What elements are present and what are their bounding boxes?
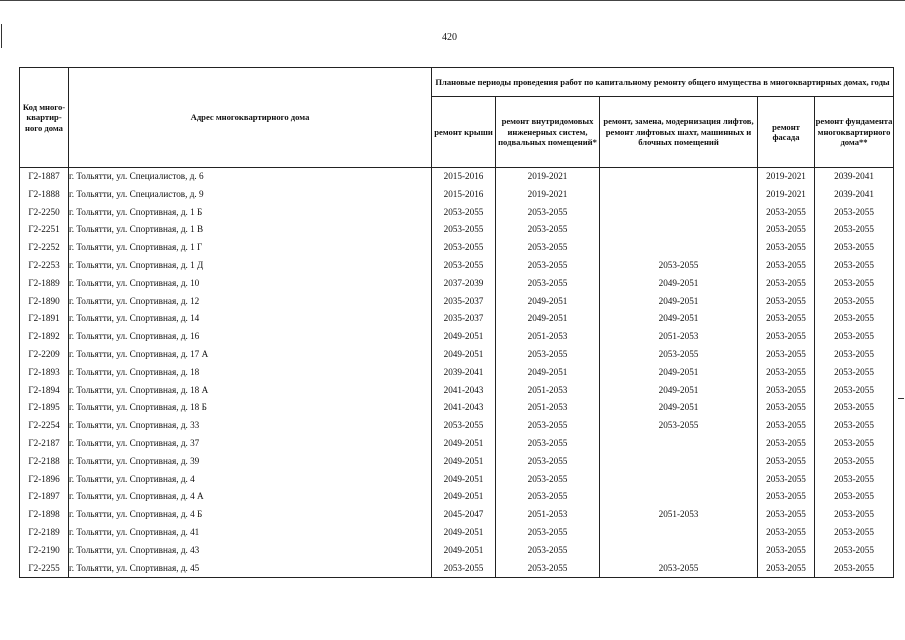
cell-address: г. Тольятти, ул. Спортивная, д. 18 [69, 364, 432, 382]
cell-code: Г2-1892 [20, 328, 69, 346]
cell-facade: 2053-2055 [758, 524, 815, 542]
cell-roof: 2049-2051 [432, 453, 496, 471]
cell-roof: 2049-2051 [432, 488, 496, 506]
cell-elevators [600, 221, 758, 239]
cell-roof: 2053-2055 [432, 221, 496, 239]
cell-roof: 2039-2041 [432, 364, 496, 382]
cell-roof: 2049-2051 [432, 471, 496, 489]
cell-foundation: 2053-2055 [815, 328, 894, 346]
cell-elevators [600, 453, 758, 471]
cell-roof: 2049-2051 [432, 524, 496, 542]
cell-address: г. Тольятти, ул. Спортивная, д. 1 Г [69, 239, 432, 257]
cell-elevators [600, 204, 758, 222]
cell-systems: 2051-2053 [496, 328, 600, 346]
cell-foundation: 2053-2055 [815, 204, 894, 222]
table-row [20, 399, 894, 417]
cell-address: г. Тольятти, ул. Спортивная, д. 18 Б [69, 399, 432, 417]
cell-roof: 2053-2055 [432, 560, 496, 578]
cell-foundation: 2053-2055 [815, 239, 894, 257]
cell-code: Г2-1897 [20, 488, 69, 506]
table-row [20, 453, 894, 471]
cell-elevators: 2053-2055 [600, 417, 758, 435]
cell-systems: 2053-2055 [496, 542, 600, 560]
cell-facade: 2053-2055 [758, 471, 815, 489]
cell-roof: 2037-2039 [432, 275, 496, 293]
cell-address: г. Тольятти, ул. Спортивная, д. 4 [69, 471, 432, 489]
cell-facade: 2053-2055 [758, 453, 815, 471]
cell-systems: 2049-2051 [496, 293, 600, 311]
cell-facade: 2019-2021 [758, 168, 815, 186]
cell-elevators [600, 542, 758, 560]
cell-facade: 2053-2055 [758, 221, 815, 239]
cell-foundation: 2053-2055 [815, 293, 894, 311]
table-row [20, 346, 894, 364]
cell-address: г. Тольятти, ул. Спортивная, д. 43 [69, 542, 432, 560]
cell-roof: 2015-2016 [432, 186, 496, 204]
cell-roof: 2035-2037 [432, 293, 496, 311]
table-row [20, 435, 894, 453]
cell-address: г. Тольятти, ул. Спортивная, д. 1 Д [69, 257, 432, 275]
cell-address: г. Тольятти, ул. Спортивная, д. 14 [69, 310, 432, 328]
cell-code: Г2-1896 [20, 471, 69, 489]
cell-foundation: 2053-2055 [815, 506, 894, 524]
cell-elevators: 2049-2051 [600, 275, 758, 293]
cell-code: Г2-1893 [20, 364, 69, 382]
cell-elevators: 2053-2055 [600, 346, 758, 364]
header-code: Код много-квартир-ного дома [20, 68, 69, 168]
cell-address: г. Тольятти, ул. Спортивная, д. 37 [69, 435, 432, 453]
cell-roof: 2045-2047 [432, 506, 496, 524]
cell-facade: 2053-2055 [758, 560, 815, 578]
cell-address: г. Тольятти, ул. Спортивная, д. 12 [69, 293, 432, 311]
cell-roof: 2049-2051 [432, 435, 496, 453]
table-row [20, 293, 894, 311]
cell-foundation: 2053-2055 [815, 417, 894, 435]
cell-elevators: 2053-2055 [600, 560, 758, 578]
header-systems: ремонт внутридомовых инженерных систем, подвальных помещений* [496, 97, 600, 168]
table-row [20, 417, 894, 435]
cell-foundation: 2053-2055 [815, 542, 894, 560]
cell-elevators [600, 435, 758, 453]
header-periods-group: Плановые периоды проведения работ по капитальному ремонту общего имущества в многоквартирных домах, годы [432, 68, 894, 97]
header-facade: ремонт фасада [758, 97, 815, 168]
cell-foundation: 2053-2055 [815, 488, 894, 506]
header-roof: ремонт крыши [432, 97, 496, 168]
cell-facade: 2053-2055 [758, 204, 815, 222]
cell-elevators: 2049-2051 [600, 293, 758, 311]
cell-code: Г2-1898 [20, 506, 69, 524]
table-row [20, 471, 894, 489]
cell-code: Г2-2190 [20, 542, 69, 560]
cell-roof: 2041-2043 [432, 399, 496, 417]
cell-elevators: 2051-2053 [600, 328, 758, 346]
cell-code: Г2-2189 [20, 524, 69, 542]
table-header [20, 68, 894, 168]
cell-address: г. Тольятти, ул. Спортивная, д. 18 А [69, 382, 432, 400]
cell-systems: 2053-2055 [496, 204, 600, 222]
header-elevators: ремонт, замена, модернизация лифтов, ремонт лифтовых шахт, машинных и блочных помещений [600, 97, 758, 168]
cell-code: Г2-2253 [20, 257, 69, 275]
cell-systems: 2049-2051 [496, 364, 600, 382]
cell-systems: 2053-2055 [496, 560, 600, 578]
table-row [20, 221, 894, 239]
cell-elevators [600, 239, 758, 257]
cell-foundation: 2053-2055 [815, 399, 894, 417]
cell-code: Г2-2252 [20, 239, 69, 257]
cell-facade: 2053-2055 [758, 399, 815, 417]
cell-roof: 2053-2055 [432, 417, 496, 435]
cell-roof: 2049-2051 [432, 542, 496, 560]
cell-foundation: 2053-2055 [815, 435, 894, 453]
cell-foundation: 2053-2055 [815, 346, 894, 364]
cell-roof: 2053-2055 [432, 204, 496, 222]
cell-roof: 2049-2051 [432, 346, 496, 364]
cell-elevators: 2049-2051 [600, 399, 758, 417]
cell-address: г. Тольятти, ул. Спортивная, д. 33 [69, 417, 432, 435]
table-body [20, 168, 894, 578]
cell-elevators [600, 488, 758, 506]
table-row [20, 328, 894, 346]
right-margin-mark [898, 398, 904, 399]
cell-foundation: 2039-2041 [815, 186, 894, 204]
table-row [20, 168, 894, 186]
cell-elevators [600, 186, 758, 204]
table-row [20, 560, 894, 578]
cell-facade: 2019-2021 [758, 186, 815, 204]
cell-address: г. Тольятти, ул. Спортивная, д. 10 [69, 275, 432, 293]
cell-foundation: 2053-2055 [815, 257, 894, 275]
cell-roof: 2015-2016 [432, 168, 496, 186]
cell-facade: 2053-2055 [758, 364, 815, 382]
cell-elevators: 2051-2053 [600, 506, 758, 524]
cell-facade: 2053-2055 [758, 488, 815, 506]
table-row [20, 364, 894, 382]
table-row [20, 542, 894, 560]
cell-code: Г2-2254 [20, 417, 69, 435]
cell-facade: 2053-2055 [758, 542, 815, 560]
cell-code: Г2-1890 [20, 293, 69, 311]
header-foundation: ремонт фундамента многоквартирного дома** [815, 97, 894, 168]
cell-foundation: 2053-2055 [815, 364, 894, 382]
cell-facade: 2053-2055 [758, 293, 815, 311]
cell-systems: 2053-2055 [496, 239, 600, 257]
cell-code: Г2-1895 [20, 399, 69, 417]
cell-facade: 2053-2055 [758, 328, 815, 346]
cell-systems: 2053-2055 [496, 275, 600, 293]
table-row [20, 257, 894, 275]
cell-address: г. Тольятти, ул. Спортивная, д. 16 [69, 328, 432, 346]
cell-elevators [600, 168, 758, 186]
cell-systems: 2053-2055 [496, 346, 600, 364]
cell-systems: 2051-2053 [496, 382, 600, 400]
cell-systems: 2053-2055 [496, 221, 600, 239]
table-row [20, 310, 894, 328]
table-row [20, 488, 894, 506]
table-row [20, 524, 894, 542]
cell-foundation: 2053-2055 [815, 524, 894, 542]
cell-elevators [600, 524, 758, 542]
table-row [20, 204, 894, 222]
cell-foundation: 2053-2055 [815, 560, 894, 578]
cell-address: г. Тольятти, ул. Специалистов, д. 6 [69, 168, 432, 186]
cell-systems: 2053-2055 [496, 453, 600, 471]
cell-foundation: 2053-2055 [815, 471, 894, 489]
cell-roof: 2053-2055 [432, 239, 496, 257]
cell-elevators: 2053-2055 [600, 257, 758, 275]
cell-systems: 2053-2055 [496, 471, 600, 489]
cell-systems: 2051-2053 [496, 399, 600, 417]
cell-systems: 2019-2021 [496, 186, 600, 204]
cell-roof: 2035-2037 [432, 310, 496, 328]
cell-elevators [600, 471, 758, 489]
cell-foundation: 2053-2055 [815, 453, 894, 471]
capital-repair-table [19, 67, 894, 578]
left-margin-mark [1, 24, 2, 48]
cell-facade: 2053-2055 [758, 257, 815, 275]
page-number: 420 [442, 32, 457, 43]
cell-address: г. Тольятти, ул. Спортивная, д. 4 А [69, 488, 432, 506]
cell-address: г. Тольятти, ул. Спортивная, д. 39 [69, 453, 432, 471]
cell-systems: 2051-2053 [496, 506, 600, 524]
cell-facade: 2053-2055 [758, 275, 815, 293]
header-address: Адрес многоквартирного дома [69, 68, 432, 168]
cell-facade: 2053-2055 [758, 382, 815, 400]
cell-code: Г2-1891 [20, 310, 69, 328]
cell-roof: 2053-2055 [432, 257, 496, 275]
cell-facade: 2053-2055 [758, 346, 815, 364]
cell-code: Г2-2255 [20, 560, 69, 578]
cell-address: г. Тольятти, ул. Специалистов, д. 9 [69, 186, 432, 204]
top-edge-line [0, 0, 905, 1]
cell-systems: 2053-2055 [496, 417, 600, 435]
cell-address: г. Тольятти, ул. Спортивная, д. 4 Б [69, 506, 432, 524]
cell-facade: 2053-2055 [758, 417, 815, 435]
cell-address: г. Тольятти, ул. Спортивная, д. 41 [69, 524, 432, 542]
cell-foundation: 2053-2055 [815, 275, 894, 293]
cell-foundation: 2039-2041 [815, 168, 894, 186]
cell-code: Г2-2251 [20, 221, 69, 239]
cell-foundation: 2053-2055 [815, 310, 894, 328]
cell-foundation: 2053-2055 [815, 382, 894, 400]
cell-systems: 2053-2055 [496, 435, 600, 453]
table-row [20, 239, 894, 257]
cell-systems: 2053-2055 [496, 524, 600, 542]
cell-roof: 2041-2043 [432, 382, 496, 400]
cell-systems: 2019-2021 [496, 168, 600, 186]
cell-code: Г2-1887 [20, 168, 69, 186]
cell-elevators: 2049-2051 [600, 382, 758, 400]
cell-facade: 2053-2055 [758, 435, 815, 453]
cell-facade: 2053-2055 [758, 310, 815, 328]
cell-code: Г2-2187 [20, 435, 69, 453]
cell-foundation: 2053-2055 [815, 221, 894, 239]
cell-elevators: 2049-2051 [600, 310, 758, 328]
cell-code: Г2-2209 [20, 346, 69, 364]
cell-address: г. Тольятти, ул. Спортивная, д. 17 А [69, 346, 432, 364]
table-row [20, 186, 894, 204]
cell-systems: 2049-2051 [496, 310, 600, 328]
cell-code: Г2-2250 [20, 204, 69, 222]
cell-systems: 2053-2055 [496, 488, 600, 506]
table-row [20, 382, 894, 400]
cell-elevators: 2049-2051 [600, 364, 758, 382]
cell-address: г. Тольятти, ул. Спортивная, д. 1 В [69, 221, 432, 239]
cell-address: г. Тольятти, ул. Спортивная, д. 45 [69, 560, 432, 578]
cell-systems: 2053-2055 [496, 257, 600, 275]
table-row [20, 275, 894, 293]
cell-code: Г2-1894 [20, 382, 69, 400]
cell-roof: 2049-2051 [432, 328, 496, 346]
cell-code: Г2-1888 [20, 186, 69, 204]
cell-facade: 2053-2055 [758, 506, 815, 524]
cell-code: Г2-1889 [20, 275, 69, 293]
table-row [20, 506, 894, 524]
cell-facade: 2053-2055 [758, 239, 815, 257]
cell-address: г. Тольятти, ул. Спортивная, д. 1 Б [69, 204, 432, 222]
cell-code: Г2-2188 [20, 453, 69, 471]
